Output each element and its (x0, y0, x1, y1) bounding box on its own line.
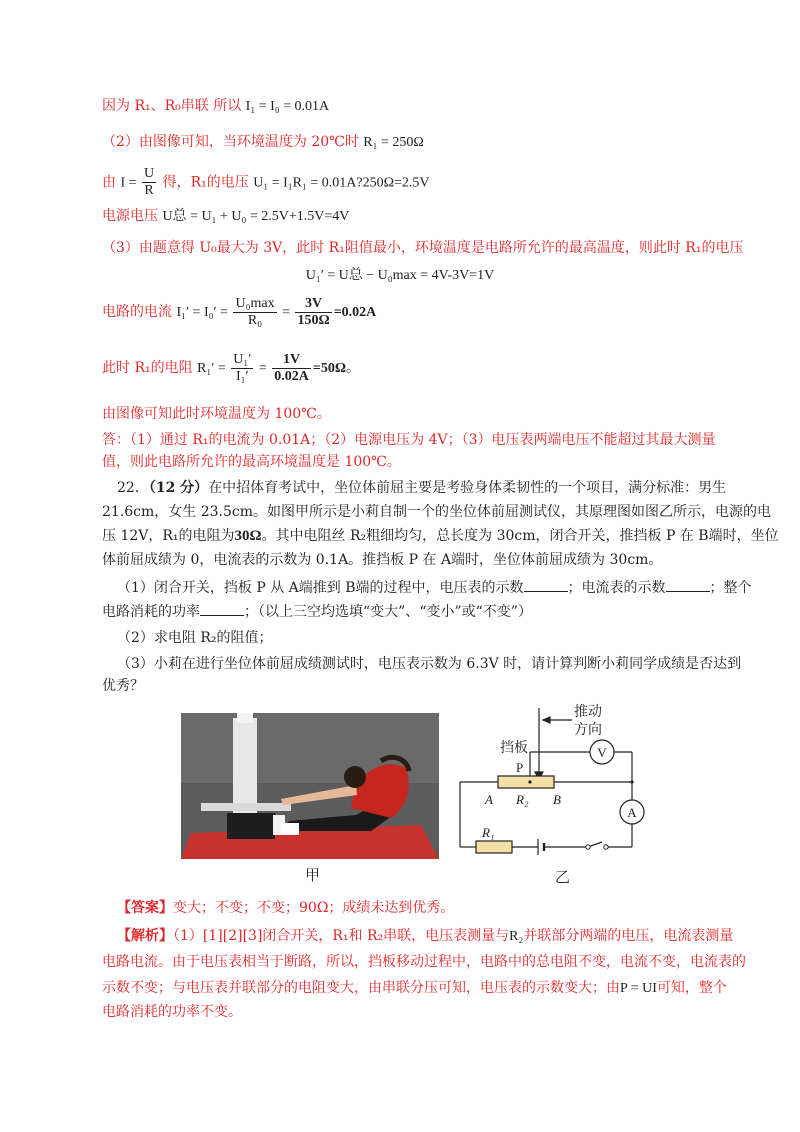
text: （3）由题意得 U₀最大为 3V，此时 R₁阻值最小，环境温度是电路所允许的最高温度，则此时 R₁的电压 (102, 240, 744, 256)
label-push: 推动 (574, 705, 602, 720)
solution-line-6: U₁′ = U总 − U₀max = 4V-3V=1V (305, 268, 495, 283)
formula: =0.02A (333, 305, 377, 320)
solution-line-7: 电路的电流 I₁′ = I₀′ = $\frac{\text{U₀max}}{\text{R₀}}$ = $\frac{3V}{150\Omega}$ =0.02A (102, 295, 377, 328)
question-22-line-2: 21.6cm，女生 23.5cm。如图甲所示是小莉自制一个的坐位体前屈测试仪，其原理图如图乙所示，电源的电 (102, 504, 772, 520)
answer-tag: 【答案】 (117, 900, 173, 916)
question-22-line-4: 体前屈成绩为 0，电流表的示数为 0.1A。推挡板 P 在 A端时，坐位体前屈成绩为 30cm。 (102, 552, 663, 568)
text: 因为 R₁、R₀串联 所以 (102, 98, 246, 114)
text: 电源电压 (102, 208, 163, 224)
text: 压 12V，R₁的电阻为 (102, 528, 235, 544)
analysis-line-4: 电路消耗的功率不变。 (102, 1004, 242, 1020)
answer-line (117, 898, 454, 918)
formula: P = UI (620, 981, 657, 996)
solution-line-4 (102, 206, 349, 227)
text: 在中招体育考试中，坐位体前屈主要是考验身体柔韧性的一个项目，满分标准：男生 (208, 480, 727, 496)
numerator: U₀max (235, 295, 275, 311)
analysis-line-3 (102, 978, 727, 999)
text: 。其中电阻丝 R₂粗细均匀，总长度为 30cm，闭合开关，推挡板 P 在 B端时，坐位 (261, 528, 779, 544)
fraction (272, 352, 311, 385)
text: ；（以上三空均选填“变大”、“变小”或“不变”） (244, 604, 532, 620)
question-22-line-3 (102, 526, 779, 546)
label-p: P (516, 760, 524, 775)
denominator: I₁′ (235, 368, 249, 384)
fraction (142, 166, 156, 199)
text: ；电流表的示数 (567, 580, 666, 596)
text: 可知，整个 (656, 980, 727, 996)
text: （1）闭合开关，挡板 P 从 A端推到 B端的过程中，电压表的示数 (117, 580, 524, 596)
formula: =50Ω (312, 361, 347, 376)
label-direction: 方向 (574, 723, 602, 738)
ammeter-label: A (627, 805, 637, 820)
analysis-line-1 (117, 926, 733, 947)
label-a: A (485, 792, 493, 807)
text: 并联部分两端的电压，电流表测量 (523, 928, 734, 944)
label-b: B (553, 792, 561, 807)
fraction (231, 352, 253, 385)
formula: R₁ = 250Ω (363, 135, 424, 150)
denominator: R (144, 183, 154, 198)
question-22-sub-1 (117, 578, 752, 598)
text: 。 (346, 360, 361, 376)
text: ；整个 (709, 580, 752, 596)
fraction (295, 296, 331, 329)
label-board: 挡板 (500, 741, 528, 756)
voltmeter-label: V (597, 745, 607, 760)
question-number: 22． (117, 480, 149, 496)
answer-blank[interactable] (524, 579, 568, 592)
label-r2: R₂ (516, 792, 529, 807)
denominator: 150Ω (297, 312, 330, 328)
answer-blank[interactable] (200, 603, 244, 616)
fraction (233, 296, 276, 329)
question-22-sub-1-cont (102, 602, 532, 622)
figure-caption-a: 甲 (305, 866, 321, 884)
numerator: U (144, 166, 155, 181)
solution-line-11: 值，则此电路所允许的最高环境温度是 100℃。 (102, 454, 401, 470)
formula: U₁ = I₁R₁ = 0.01A?250Ω=2.5V (253, 175, 430, 191)
numerator: 3V (295, 296, 331, 313)
numerator: 1V (272, 352, 311, 369)
answer-blank[interactable] (666, 579, 710, 592)
analysis-line-2: 电路电流。由于电压表相当于断路，所以，挡板移动过程中，电路中的总电阻不变，电流不变，电流表的 (102, 954, 746, 970)
solution-line-8: 此时 R₁的电阻 R₁′ = $\frac{\text{U₁′}}{\text{I₁′}}$ = $\frac{1V}{0.02A}$ =50Ω。 (102, 351, 361, 384)
text: 得，R₁的电压 (158, 174, 254, 191)
solution-line-2 (102, 132, 424, 153)
sit-and-reach-photo (181, 713, 439, 859)
analysis-tag: 【解析】 (117, 928, 173, 944)
numerator: U₁′ (233, 351, 252, 367)
answer-text: 变大；不变；不变；90Ω；成绩未达到优秀。 (173, 900, 455, 916)
solution-line-5 (102, 238, 743, 258)
denominator: R₀ (247, 312, 263, 328)
formula: 30Ω (234, 528, 262, 544)
denominator: 0.02A (274, 368, 309, 384)
text: 电路的电流 (102, 304, 177, 320)
question-score: （12 分） (148, 480, 209, 496)
text: （1）[1][2][3]闭合开关，R₁和 R₂串联，电压表测量与 (173, 928, 510, 944)
text: 由 (102, 174, 121, 191)
question-22-sub-2: （2）求电阻 R₂的阻值； (117, 630, 273, 646)
formula: R₂ (509, 929, 524, 944)
figure-caption-b: 乙 (555, 868, 571, 886)
formula: I = (120, 175, 141, 191)
circuit-diagram (450, 700, 656, 860)
label-r1: R₁ (482, 825, 495, 840)
solution-line-3 (102, 166, 429, 199)
formula: R₁′ = (197, 361, 230, 376)
formula: I₁ = I₀ = 0.01A (245, 99, 330, 114)
text: 示数不变；与电压表并联部分的电阻变大，由串联分压可知，电压表的示数变大；由 (102, 980, 620, 996)
solution-line-9: 由图像可知此时环境温度为 100℃。 (102, 406, 331, 422)
question-22-sub-3: （3）小莉在进行坐位体前屈成绩测试时，电压表示数为 6.3V 时，请计算判断小莉同学成绩是否达到 (117, 656, 742, 672)
solution-line-1 (102, 96, 329, 117)
text: 电路消耗的功率 (102, 604, 200, 620)
text: 此时 R₁的电阻 (102, 360, 198, 376)
question-22-sub-3-cont: 优秀？ (102, 678, 144, 694)
question-22-line-1 (117, 478, 726, 498)
formula: I₁′ = I₀′ = (176, 305, 232, 320)
formula: U总 = U₁ + U₀ = 2.5V+1.5V=4V (162, 209, 350, 224)
text: （2）由图像可知，当环境温度为 20℃时 (102, 134, 364, 150)
solution-line-10: 答：（1）通过 R₁的电流为 0.01A；（2）电源电压为 4V；（3）电压表两端电压不能超过其最大测量 (102, 432, 716, 448)
